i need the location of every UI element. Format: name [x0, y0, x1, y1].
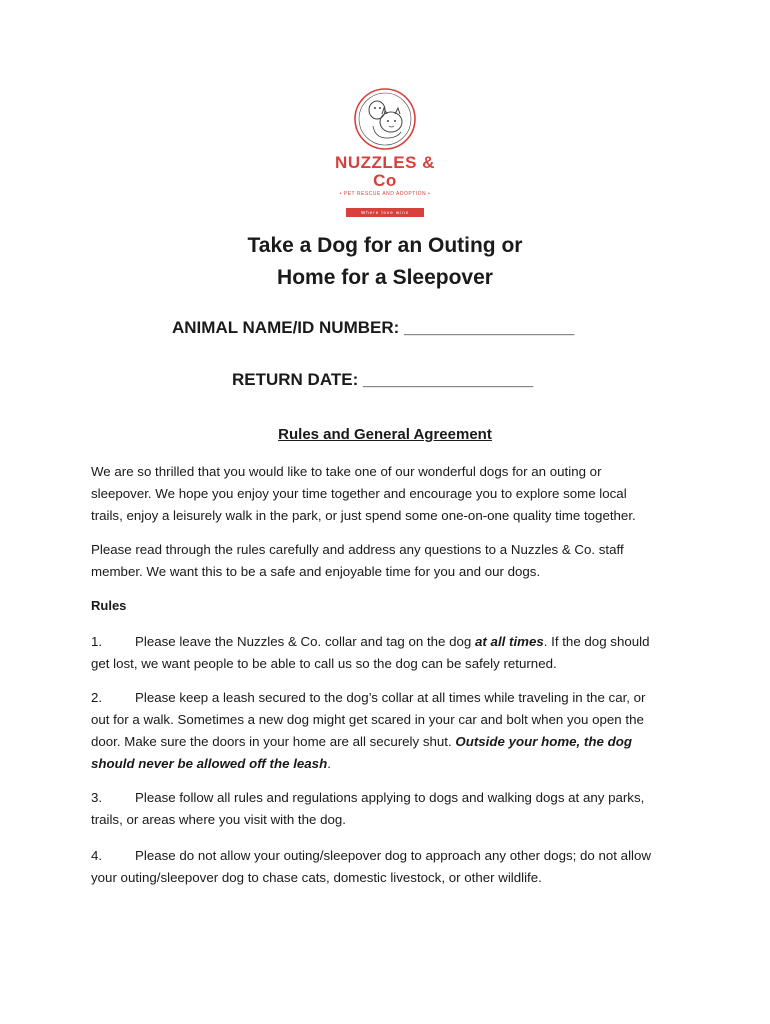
rule-number: 4. — [91, 848, 103, 863]
rule-3 — [91, 787, 691, 831]
text-line: out for a walk. Sometimes a new dog might get scared in your car and bolt when you open the — [91, 712, 644, 727]
text-line — [91, 787, 691, 809]
brand-banner: Where love wins — [346, 208, 424, 217]
text-line: trails, or areas where you visit with the dog. — [91, 812, 346, 827]
rule-number: 3. — [91, 790, 103, 805]
text-line — [91, 845, 691, 867]
rule-number: 1. — [91, 634, 103, 649]
text-line: sleepover. We hope you enjoy your time together and encourage you to explore some local — [91, 486, 627, 501]
text-line: We are so thrilled that you would like to take one of our wonderful dogs for an outing or — [91, 464, 602, 479]
intro-paragraph-1 — [91, 461, 691, 527]
text-line — [91, 687, 691, 709]
rule-4 — [91, 845, 691, 889]
rule-1 — [91, 631, 691, 675]
rule-text: Please do not allow your outing/sleepover dog to approach any other dogs; do not allow — [135, 848, 651, 863]
rule-text: Please keep a leash secured to the dog’s collar at all times while traveling in the car, or — [135, 690, 646, 705]
intro-paragraph-2 — [91, 539, 691, 583]
text-line: trails, enjoy a leisurely walk in the park, or just spend some one-on-one quality time together. — [91, 508, 636, 523]
dog-cat-emblem-icon — [353, 86, 417, 152]
section-heading: Rules and General Agreement — [278, 426, 492, 443]
rule-text: . — [327, 756, 331, 771]
text-line: your outing/sleepover dog to chase cats, domestic livestock, or other wildlife. — [91, 870, 542, 885]
rules-heading: Rules — [91, 598, 127, 613]
text-line — [91, 731, 691, 753]
title-line-1: Take a Dog for an Outing or — [247, 234, 523, 257]
text-line: Please read through the rules carefully and address any questions to a Nuzzles & Co. staff — [91, 542, 624, 557]
nuzzles-logo — [328, 86, 442, 215]
rule-text: Please leave the Nuzzles & Co. collar and tag on the dog — [135, 634, 476, 649]
text-line: member. We want this to be a safe and enjoyable time for you and our dogs. — [91, 564, 541, 579]
animal-name-field[interactable]: ANIMAL NAME/ID NUMBER: __________________ — [172, 318, 575, 337]
brand-tagline: • PET RESCUE AND ADOPTION • — [339, 191, 431, 197]
rule-2 — [91, 687, 691, 775]
text-line: get lost, we want people to be able to call us so the dog can be safely returned. — [91, 656, 557, 671]
rule-text: door. Make sure the doors in your home are all securely shut. — [91, 734, 456, 749]
rule-emphasis: should never be allowed off the leash — [91, 756, 328, 771]
rule-emphasis: at all times — [475, 634, 544, 649]
brand-name: NUZZLES & Co — [335, 153, 435, 190]
return-date-field[interactable]: RETURN DATE: __________________ — [232, 370, 534, 389]
rule-number: 2. — [91, 690, 103, 705]
text-line — [91, 631, 691, 653]
rule-text: . If the dog should — [543, 634, 650, 649]
rule-text: Please follow all rules and regulations applying to dogs and walking dogs at any parks, — [135, 790, 645, 805]
title-line-2: Home for a Sleepover — [277, 266, 493, 289]
rule-emphasis: Outside your home, the dog — [455, 734, 632, 749]
text-line — [91, 753, 691, 775]
document-title — [0, 230, 770, 294]
